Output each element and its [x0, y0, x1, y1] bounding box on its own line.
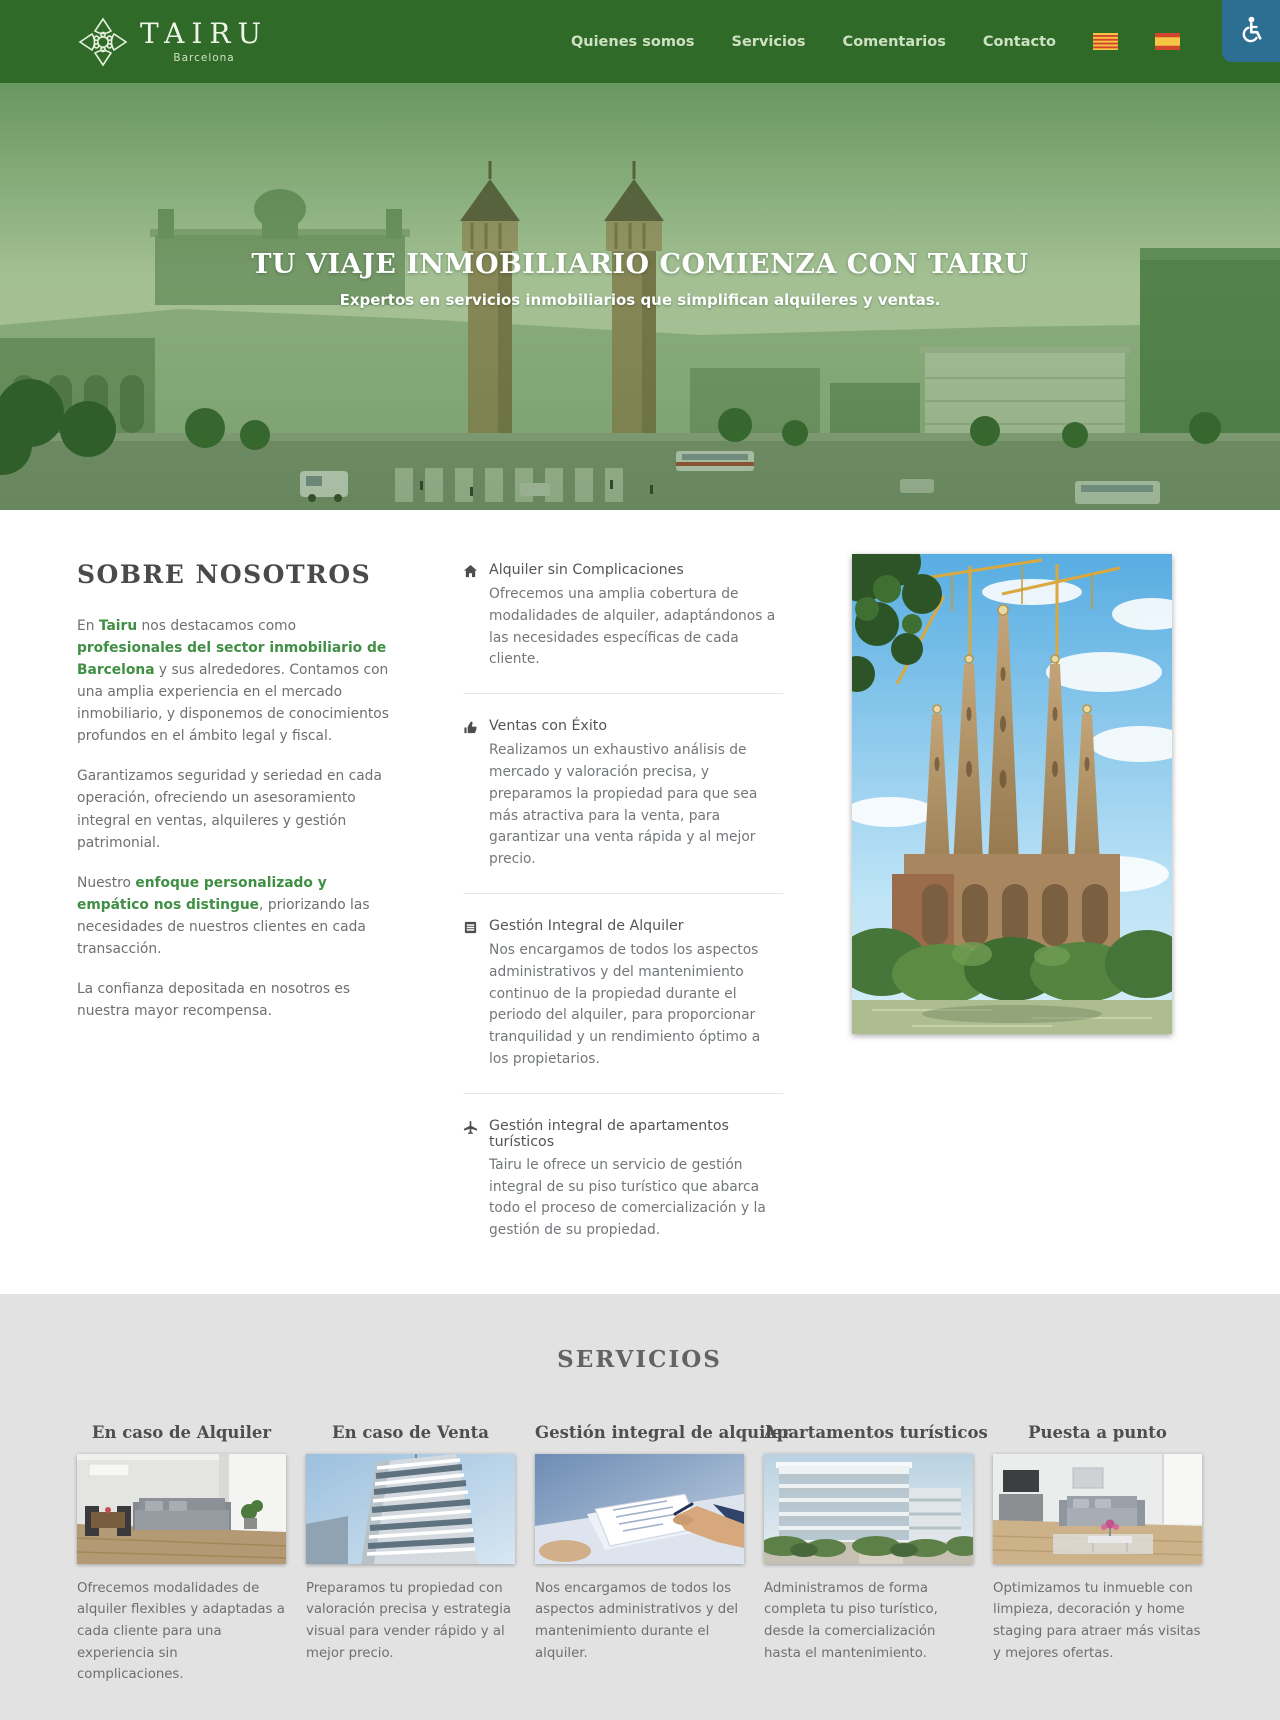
- service-card-title: En caso de Venta: [332, 1422, 489, 1442]
- service-card-title: Apartamentos turísticos: [764, 1422, 988, 1442]
- about-section: [0, 510, 1280, 1294]
- sagrada-familia-photo: [852, 554, 1172, 1034]
- features-list: [463, 554, 783, 1242]
- feature-description: Ofrecemos una amplia cobertura de modalidades de alquiler, adaptándonos a las necesidades específicas de cada cliente.: [489, 586, 776, 668]
- logo-subtitle: Barcelona: [173, 51, 235, 64]
- contract-signing-image: [535, 1454, 744, 1564]
- services-section: [0, 1294, 1280, 1720]
- service-card-puesta-a-punto: [993, 1423, 1202, 1686]
- accessibility-button[interactable]: [1222, 0, 1280, 62]
- service-card-alquiler: [77, 1423, 286, 1686]
- about-paragraph-4: La confianza depositada en nosotros es nuestra mayor recompensa.: [77, 980, 351, 1019]
- hero-section: [0, 83, 1280, 510]
- about-paragraph-1: En Tairu nos destacamos como profesionales del sector inmobiliario de Barcelona y sus alrededores. Contamos con una amplia experiencia en el mercado inmobiliario, y disponemos de conocimientos profundos en el ámbito legal y fiscal.: [77, 618, 389, 745]
- service-card-title: En caso de Alquiler: [91, 1422, 272, 1442]
- catalan-flag[interactable]: [1093, 33, 1118, 50]
- divider: [463, 1093, 783, 1094]
- accessibility-wheelchair-icon: [1237, 15, 1265, 47]
- feature-alquiler-sin-complicaciones: [463, 562, 783, 671]
- main-nav: [571, 33, 1280, 50]
- tourist-building-image: [764, 1454, 973, 1564]
- tairu-flower-emblem-icon: [78, 17, 128, 67]
- header: [0, 0, 1280, 83]
- service-card-apartamentos-turisticos: [764, 1422, 988, 1686]
- service-card-description: Nos encargamos de todos los aspectos administrativos y del mantenimiento durante el alquiler.: [535, 1580, 739, 1661]
- services-heading: SERVICIOS: [557, 1345, 722, 1373]
- logo[interactable]: [78, 17, 268, 67]
- service-card-description: Ofrecemos modalidades de alquiler flexibles y adaptadas a cada cliente para una experiencia sin complicaciones.: [77, 1580, 285, 1683]
- spanish-flag[interactable]: [1155, 33, 1180, 50]
- hero-subtitle: Expertos en servicios inmobiliarios que simplifican alquileres y ventas.: [339, 291, 941, 309]
- services-cards: [77, 1423, 1202, 1686]
- service-card-title: Puesta a punto: [1028, 1422, 1167, 1442]
- feature-title: Gestión Integral de Alquiler: [489, 917, 684, 934]
- hero-text: [0, 249, 1280, 309]
- nav-servicios[interactable]: Servicios: [731, 33, 806, 50]
- service-card-description: Optimizamos tu inmueble con limpieza, decoración y home staging para atraer más visitas y mejores ofertas.: [993, 1580, 1201, 1661]
- list-icon: [463, 920, 478, 935]
- nav-comentarios[interactable]: Comentarios: [842, 33, 946, 50]
- service-card-gestion-alquiler: [535, 1422, 791, 1686]
- feature-title: Alquiler sin Complicaciones: [489, 562, 684, 578]
- feature-description: Realizamos un exhaustivo análisis de mercado y valoración precisa, y preparamos la propiedad para que sea más atractiva para la venta, para garantizar una venta rápida y al mejor precio.: [489, 742, 758, 868]
- feature-description: Nos encargamos de todos los aspectos administrativos y del mantenimiento continuo de la propiedad durante el periodo del alquiler, para proporcionar tranquilidad y un rendimiento óptimo a los propietarios.: [489, 941, 761, 1067]
- nav-quienes-somos[interactable]: Quienes somos: [570, 33, 695, 50]
- about-paragraph-2: Garantizamos seguridad y seriedad en cada operación, ofreciendo un asesoramiento integral en ventas, alquileres y gestión patrimonial.: [77, 768, 382, 851]
- feature-description: Tairu le ofrece un servicio de gestión integral de su piso turístico que abarca todo el proceso de comercialización y la gestión de su propiedad.: [489, 1156, 766, 1239]
- hero-title: TU VIAJE INMOBILIARIO COMIENZA CON TAIRU: [251, 249, 1029, 280]
- feature-ventas-con-exito: [463, 718, 783, 871]
- logo-title: TAIRU: [140, 16, 269, 50]
- staged-living-room-image: [993, 1454, 1202, 1564]
- feature-apartamentos-turisticos: [463, 1118, 783, 1242]
- about-paragraph-3: Nuestro enfoque personalizado y empático nos distingue, priorizando las necesidades de nuestros clientes en cada transacción.: [77, 874, 370, 957]
- home-icon: [463, 564, 478, 579]
- service-card-title: Gestión integral de alquiler: [535, 1422, 791, 1442]
- feature-gestion-integral-alquiler: [463, 918, 783, 1071]
- divider: [463, 693, 783, 694]
- thumbs-up-icon: [463, 720, 478, 735]
- service-card-venta: [306, 1423, 515, 1686]
- plane-icon: [463, 1120, 478, 1135]
- feature-title: Ventas con Éxito: [489, 718, 608, 735]
- about-heading: SOBRE NOSOTROS: [77, 560, 372, 589]
- feature-title: Gestión integral de apartamentos turísticos: [489, 1117, 729, 1150]
- nav-contacto[interactable]: Contacto: [982, 33, 1056, 50]
- service-card-description: Preparamos tu propiedad con valoración precisa y estrategia visual para vender rápido y al mejor precio.: [306, 1580, 512, 1661]
- service-card-description: Administramos de forma completa tu piso turístico, desde la comercialización hasta el mantenimiento.: [764, 1580, 938, 1661]
- about-text-column: [77, 554, 395, 1242]
- modern-tower-image: [306, 1454, 515, 1564]
- apartment-interior-image: [77, 1454, 286, 1564]
- divider: [463, 893, 783, 894]
